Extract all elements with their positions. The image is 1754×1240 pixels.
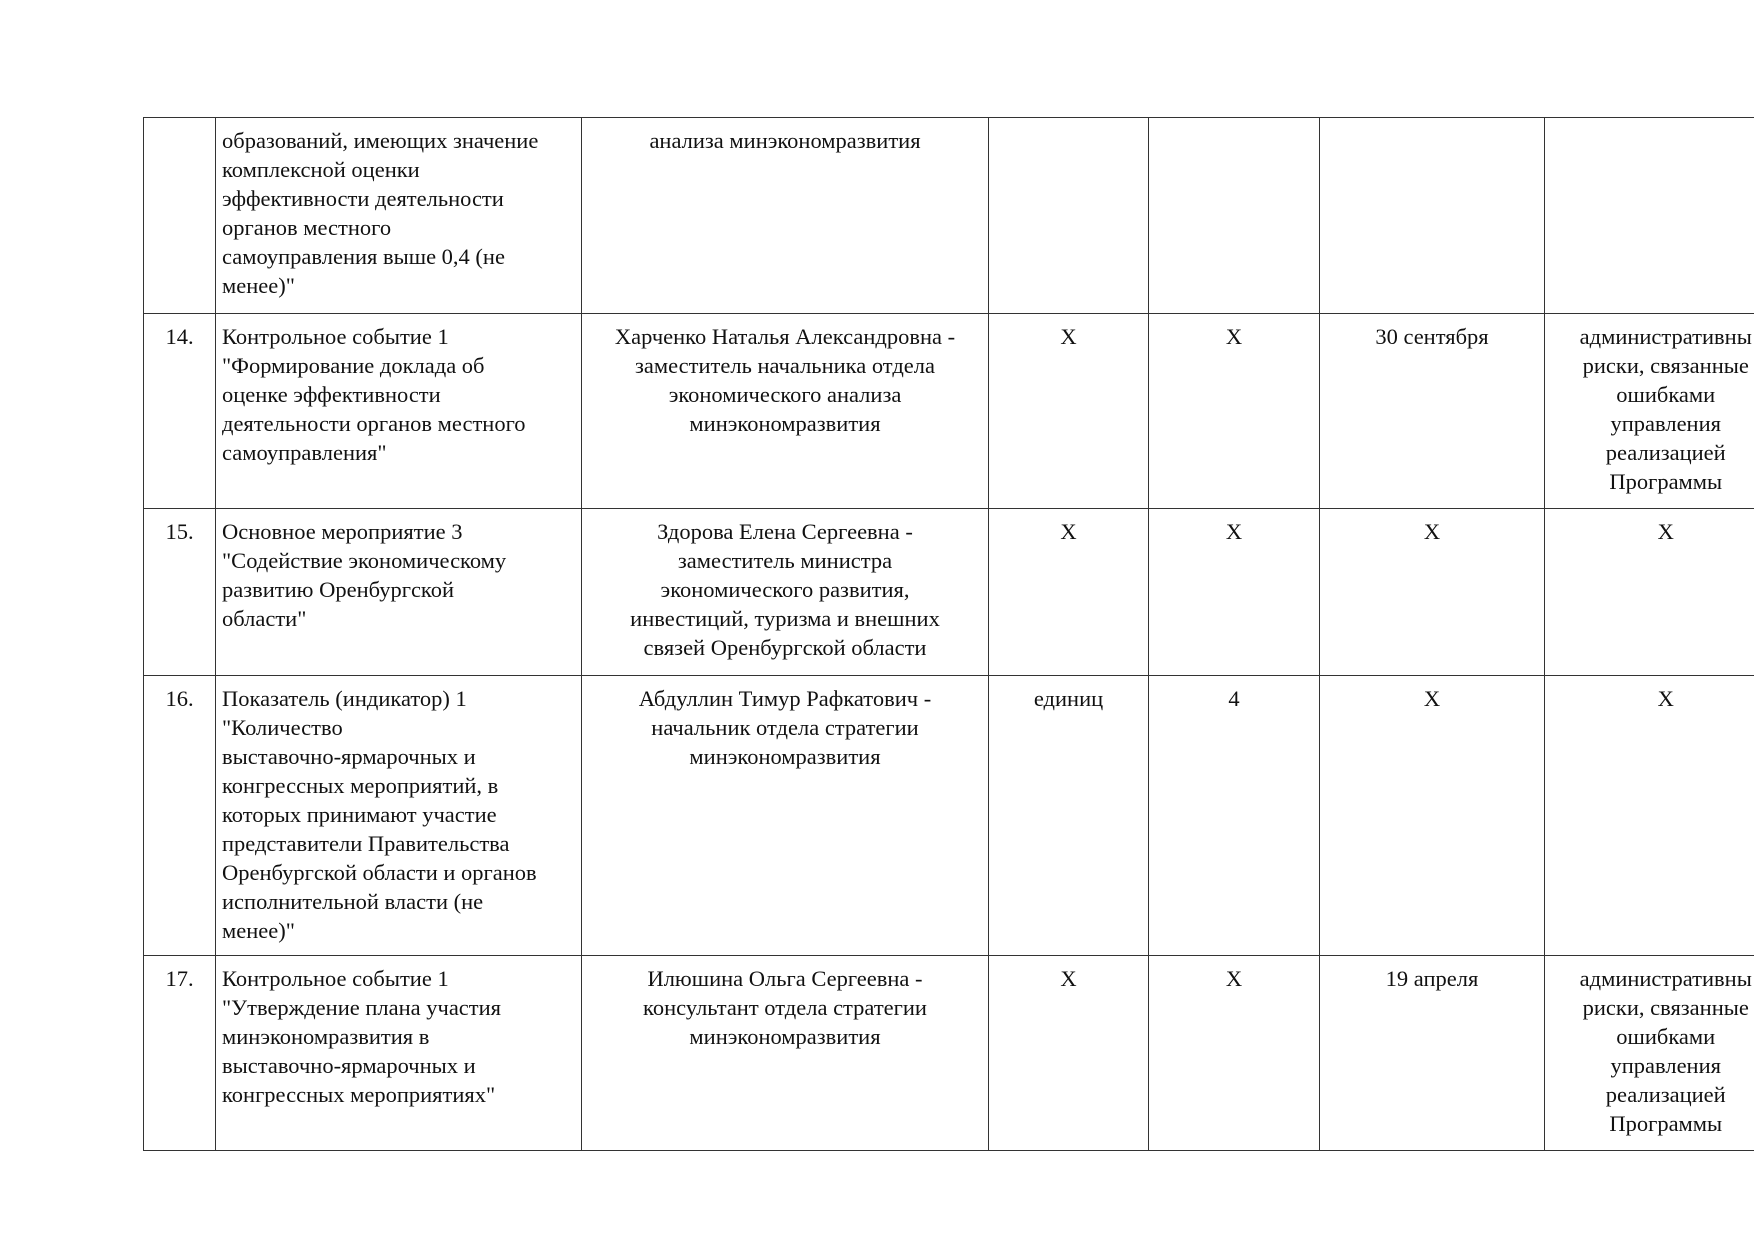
event-name-cell: образований, имеющих значение комплексной оценки эффективности деятельности органов местного самоуправления выше 0,4 (не менее)" (216, 118, 582, 314)
event-name-cell: Контрольное событие 1 "Утверждение плана участия минэкономразвития в выставочно-ярмарочных и конгрессных мероприятиях" (216, 956, 582, 1151)
table-row (144, 118, 1754, 314)
unit-cell: X (989, 314, 1149, 509)
deadline-cell (1320, 118, 1545, 314)
responsible-person-cell: Абдуллин Тимур Рафкатович - начальник отдела стратегии минэкономразвития (582, 676, 989, 956)
unit-cell: X (989, 509, 1149, 676)
table-row (144, 509, 1754, 676)
table-row (144, 956, 1754, 1151)
responsible-person-cell: Илюшина Ольга Сергеевна - консультант отдела стратегии минэкономразвития (582, 956, 989, 1151)
row-number-cell: 15. (144, 509, 216, 676)
value-cell (1149, 118, 1320, 314)
table-row (144, 676, 1754, 956)
event-name-cell: Основное мероприятие 3 "Содействие экономическому развитию Оренбургской области" (216, 509, 582, 676)
value-cell: X (1149, 314, 1320, 509)
deadline-cell: X (1320, 676, 1545, 956)
program-table (143, 117, 1754, 1151)
responsible-person-cell: анализа минэкономразвития (582, 118, 989, 314)
row-number-cell: 17. (144, 956, 216, 1151)
responsible-person-cell: Харченко Наталья Александровна - заместитель начальника отдела экономического анализа минэкономразвития (582, 314, 989, 509)
risks-cell: административны риски, связанные ошибками управления реализацией Программы (1545, 314, 1754, 509)
event-name-cell: Показатель (индикатор) 1 "Количество выставочно-ярмарочных и конгрессных мероприятий, в которых принимают участие представители Правительства Оренбургской области и органов исполнительной власти (не менее)" (216, 676, 582, 956)
unit-cell: единиц (989, 676, 1149, 956)
event-name-cell: Контрольное событие 1 "Формирование доклада об оценке эффективности деятельности органов местного самоуправления" (216, 314, 582, 509)
deadline-cell: X (1320, 509, 1545, 676)
deadline-cell: 30 сентября (1320, 314, 1545, 509)
risks-cell: X (1545, 676, 1754, 956)
unit-cell: X (989, 956, 1149, 1151)
value-cell: X (1149, 509, 1320, 676)
risks-cell (1545, 118, 1754, 314)
responsible-person-cell: Здорова Елена Сергеевна - заместитель министра экономического развития, инвестиций, туризма и внешних связей Оренбургской области (582, 509, 989, 676)
unit-cell (989, 118, 1149, 314)
risks-cell: административны риски, связанные ошибками управления реализацией Программы (1545, 956, 1754, 1151)
row-number-cell: 14. (144, 314, 216, 509)
row-number-cell: 16. (144, 676, 216, 956)
table-row (144, 314, 1754, 509)
value-cell: 4 (1149, 676, 1320, 956)
risks-cell: X (1545, 509, 1754, 676)
value-cell: X (1149, 956, 1320, 1151)
row-number-cell (144, 118, 216, 314)
deadline-cell: 19 апреля (1320, 956, 1545, 1151)
